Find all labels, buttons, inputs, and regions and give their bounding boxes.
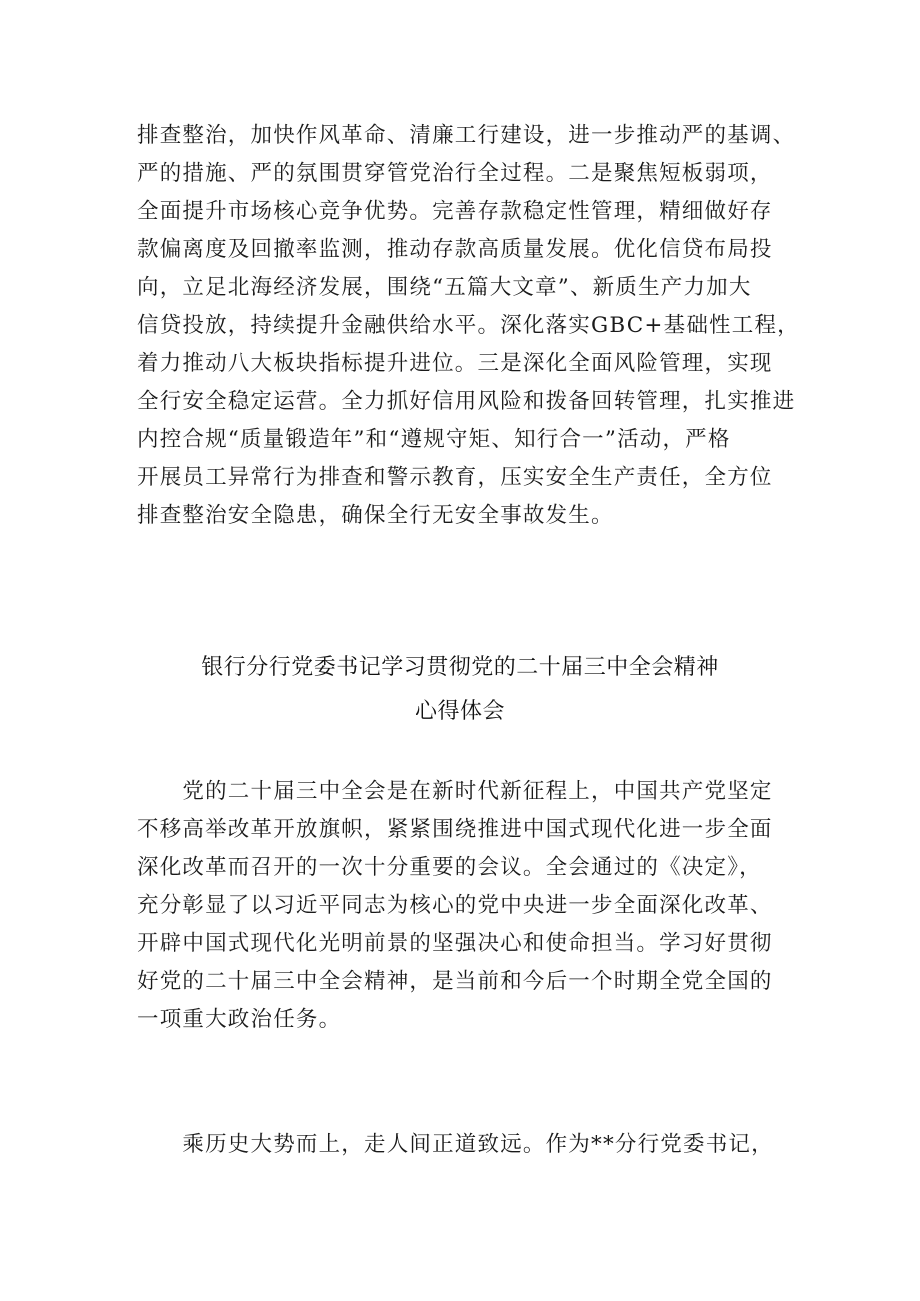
document-title — [100, 646, 820, 734]
text-line: 好党的二十届三中全会精神，是当前和今后一个时期全党全国的 — [137, 969, 773, 994]
text-line: 党的二十届三中全会是在新时代新征程上，中国共产党坚定 — [137, 779, 773, 804]
text-line: 一项重大政治任务。 — [137, 1007, 342, 1032]
text-line: 款偏离度及回撤率监测，推动存款高质量发展。优化信贷布局投 — [137, 237, 773, 262]
text-line: 信贷投放，持续提升金融供给水平。深化落实GBC+基础性工程， — [137, 313, 800, 338]
text-line: 向，立足北海经济发展，围绕“五篇大文章”、新质生产力加大 — [137, 275, 752, 300]
text-line: 着力推动八大板块指标提升进位。三是深化全面风险管理，实现 — [137, 351, 773, 376]
text-line: 充分彰显了以习近平同志为核心的党中央进一步全面深化改革、 — [137, 893, 773, 918]
text-line: 全行安全稳定运营。全力抓好信用风险和拨备回转管理，扎实推进 — [137, 389, 796, 414]
text-line: 深化改革而召开的一次十分重要的会议。全会通过的《决定》， — [137, 855, 762, 880]
text-line: 开辟中国式现代化光明前景的坚强决心和使命担当。学习好贯彻 — [137, 931, 773, 956]
text-line: 排查整治安全隐患，确保全行无安全事故发生。 — [137, 503, 614, 528]
title-line-1: 银行分行党委书记学习贯彻党的二十届三中全会精神 — [201, 655, 719, 680]
text-line: 乘历史大势而上，走人间正道致远。作为**分行党委书记， — [137, 1132, 774, 1157]
body-paragraph-3 — [137, 1126, 787, 1164]
text-line: 全面提升市场核心竞争优势。完善存款稳定性管理，精细做好存 — [137, 199, 773, 224]
text-line: 不移高举改革开放旗帜，紧紧围绕推进中国式现代化进一步全面 — [137, 817, 773, 842]
text-line: 严的措施、严的氛围贯穿管党治行全过程。二是聚焦短板弱项， — [137, 161, 773, 186]
body-paragraph-2 — [137, 773, 787, 1039]
title-line-2: 心得体会 — [414, 699, 505, 724]
body-paragraph-1 — [137, 117, 800, 535]
text-line: 排查整治，加快作风革命、清廉工行建设，进一步推动严的基调、 — [137, 123, 796, 148]
text-line: 内控合规“质量锻造年”和“遵规守矩、知行合一”活动，严格 — [137, 427, 731, 452]
text-line: 开展员工异常行为排查和警示教育，压实安全生产责任，全方位 — [137, 465, 773, 490]
